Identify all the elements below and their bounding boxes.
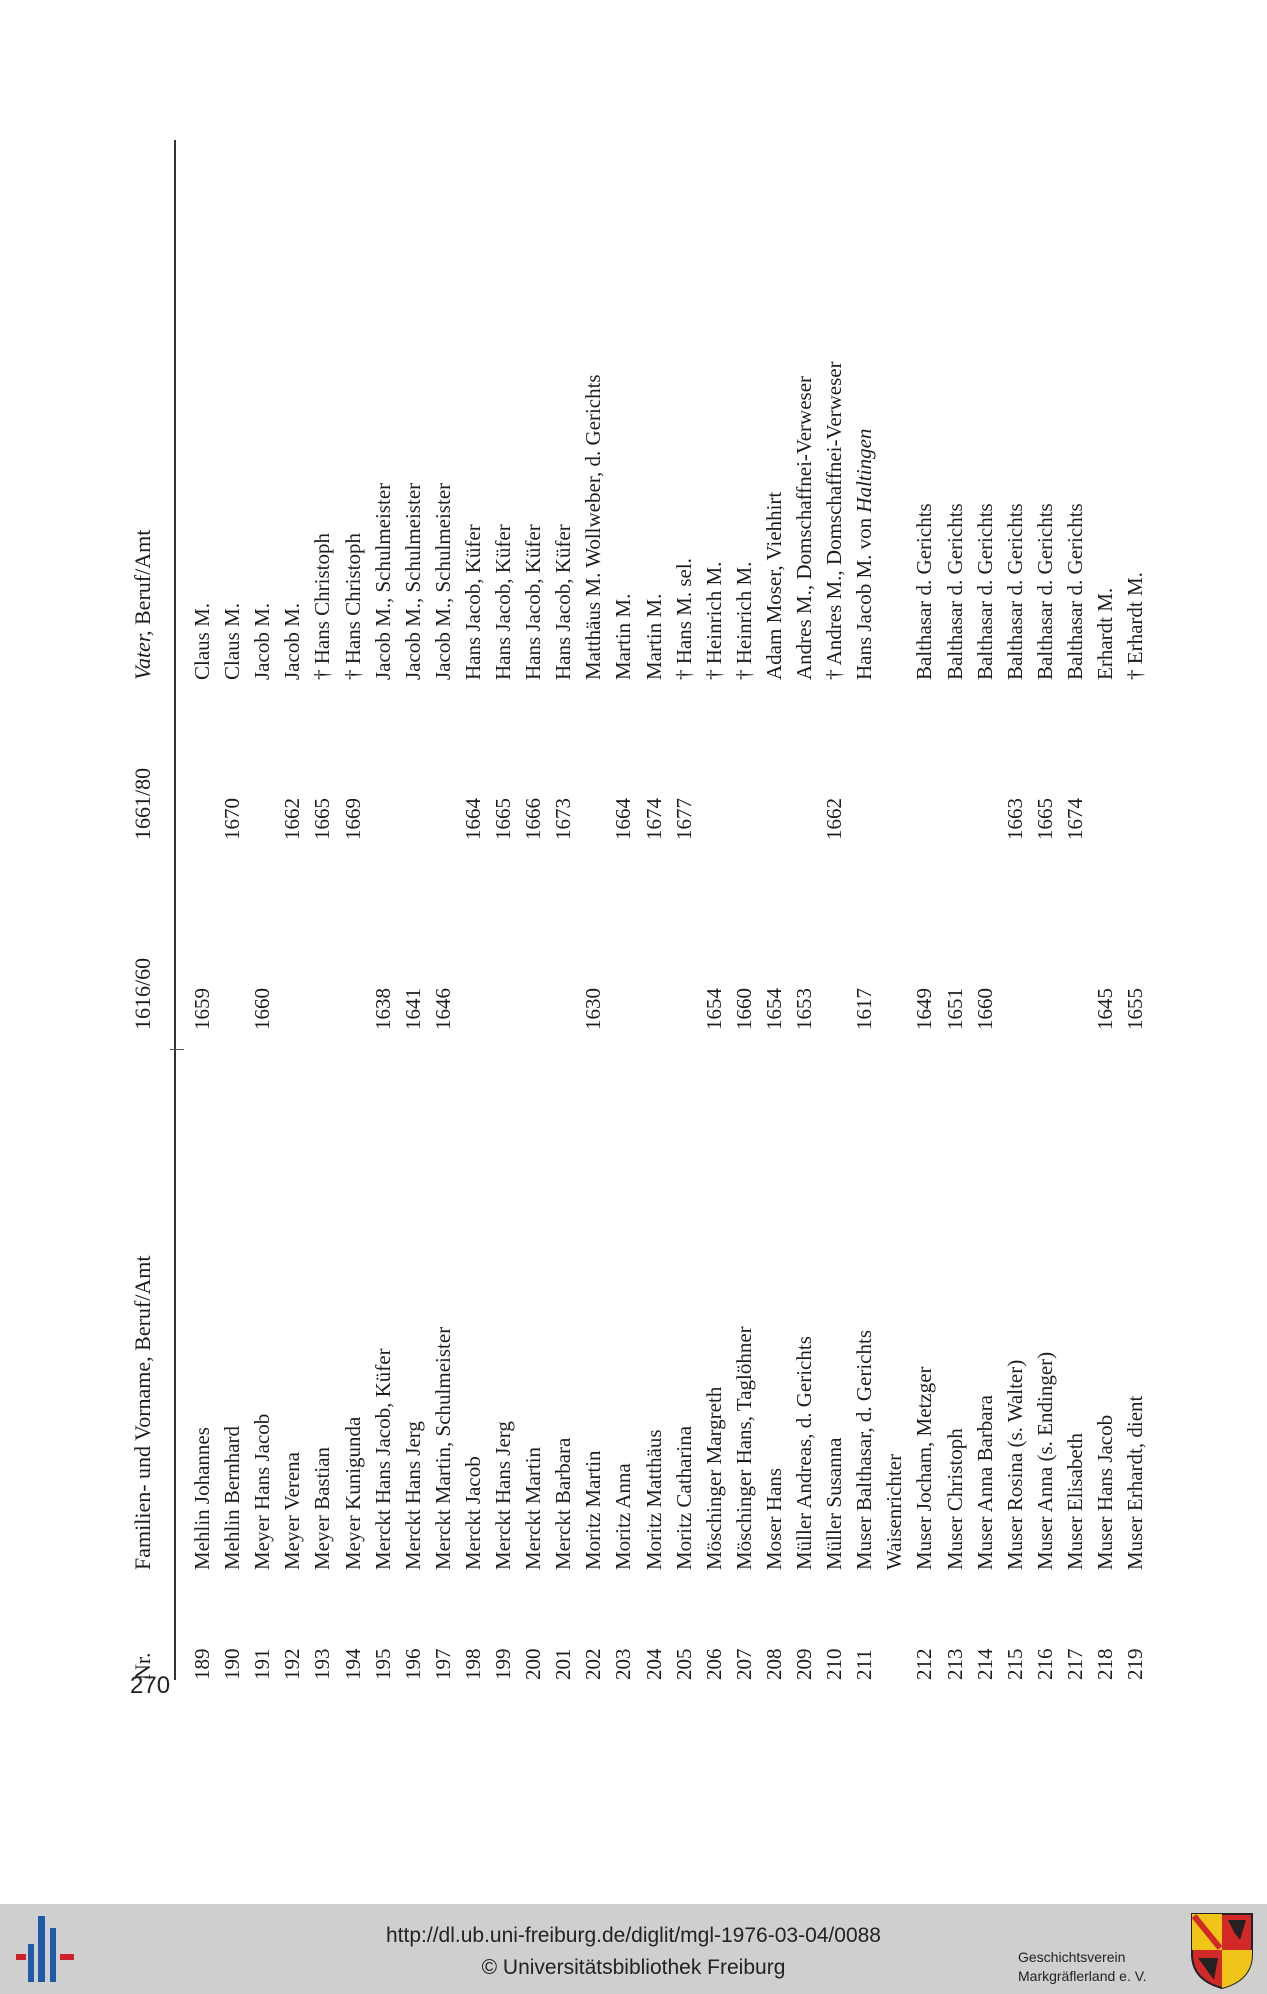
rotated-table	[130, 140, 1170, 1680]
row-number: 213	[942, 1648, 967, 1680]
row-name: Merckt Hans Jacob, Küfer	[370, 1348, 395, 1570]
row-vater: Balthasar d. Gerichts	[1062, 503, 1087, 680]
row-number: 216	[1032, 1648, 1057, 1680]
row-vater: Claus M.	[190, 602, 214, 680]
row-number: 196	[400, 1648, 425, 1680]
row-name: Merckt Jacob	[460, 1456, 485, 1570]
row-name: Muser Rosina (s. Walter)	[1002, 1359, 1027, 1570]
row-name: Möschinger Margreth	[701, 1386, 726, 1570]
row-name: Müller Andreas, d. Gerichts	[792, 1336, 816, 1570]
row-number: 199	[491, 1648, 515, 1680]
row-name-continuation: Waisenrichter	[882, 1453, 907, 1570]
row-vater: † Erhardt M.	[1123, 572, 1148, 680]
document-url-link[interactable]: http://dl.ub.uni-freiburg.de/diglit/mgl-1976-03-04/0088	[386, 1924, 881, 1947]
row-vater: Balthasar d. Gerichts	[1002, 503, 1027, 680]
row-year-1616-60: 1654	[761, 988, 786, 1030]
row-vater: † Hans Christoph	[310, 533, 335, 680]
row-vater: † Heinrich M.	[701, 561, 726, 680]
row-year-1616-60: 1660	[972, 988, 997, 1030]
row-vater: Andres M., Domschaffnei-Verweser	[792, 375, 816, 680]
row-vater: Martin M.	[611, 593, 636, 680]
row-name: Müller Susanna	[822, 1437, 847, 1570]
row-name: Mehlin Bernhard	[220, 1425, 245, 1570]
row-year-1661-80: 1670	[220, 798, 245, 840]
coat-of-arms-icon	[1188, 1910, 1256, 1990]
society-name	[1018, 1948, 1147, 1986]
row-number: 190	[220, 1648, 245, 1680]
row-year-1661-80: 1664	[460, 798, 485, 840]
row-vater: Jacob M.	[250, 603, 275, 680]
row-name: Merckt Martin	[521, 1446, 546, 1570]
society-name-line1: Geschichtsverein	[1018, 1949, 1126, 1965]
row-name: Muser Erhardt, dient	[1123, 1395, 1148, 1570]
row-year-1661-80: 1674	[641, 798, 666, 840]
footer-bar	[0, 1904, 1267, 1994]
row-number: 207	[731, 1648, 756, 1680]
column-tick-1	[170, 1049, 184, 1050]
row-number: 202	[581, 1648, 606, 1680]
row-number: 198	[460, 1648, 485, 1680]
header-nr: Nr.	[130, 1652, 155, 1680]
row-name: Meyer Hans Jacob	[250, 1413, 275, 1570]
row-vater: Balthasar d. Gerichts	[942, 503, 967, 680]
header-name: Familien- und Vorname, Beruf/Amt	[130, 1255, 155, 1570]
row-number: 217	[1062, 1648, 1087, 1680]
row-year-1616-60: 1641	[400, 988, 425, 1030]
row-name: Moritz Catharina	[671, 1425, 696, 1570]
row-name: Muser Christoph	[942, 1428, 967, 1570]
row-name: Meyer Kunigunda	[340, 1416, 365, 1570]
row-vater: Hans Jacob, Küfer	[491, 524, 515, 680]
row-year-1661-80: 1669	[340, 798, 365, 840]
row-number: 218	[1093, 1648, 1117, 1680]
row-vater: Jacob M., Schulmeister	[370, 482, 395, 680]
row-number: 194	[340, 1648, 365, 1680]
row-year-1616-60: 1638	[370, 988, 395, 1030]
row-vater: Jacob M., Schulmeister	[430, 482, 455, 680]
row-year-1661-80: 1664	[611, 798, 636, 840]
row-year-1616-60: 1655	[1123, 988, 1148, 1030]
row-year-1616-60: 1645	[1093, 988, 1117, 1030]
page-number: 270	[130, 1672, 171, 1699]
row-name: Merckt Barbara	[551, 1437, 576, 1570]
row-number: 215	[1002, 1648, 1027, 1680]
row-year-1616-60: 1660	[250, 988, 275, 1030]
row-vater: Jacob M., Schulmeister	[400, 482, 425, 680]
row-vater-place: Haltingen	[852, 428, 877, 513]
row-year-1616-60: 1654	[701, 988, 726, 1030]
row-number: 195	[370, 1648, 395, 1680]
row-number: 208	[761, 1648, 786, 1680]
row-number: 204	[641, 1648, 666, 1680]
society-name-line2: Markgräflerland e. V.	[1018, 1968, 1147, 1984]
row-vater: Hans Jacob, Küfer	[460, 524, 485, 680]
row-name: Muser Elisabeth	[1062, 1432, 1087, 1570]
row-vater: † Hans M. sel.	[671, 558, 696, 680]
row-name: Muser Balthasar, d. Gerichts	[852, 1329, 877, 1570]
row-name: Moritz Martin	[581, 1450, 606, 1570]
row-vater: Erhardt M.	[1093, 587, 1117, 680]
row-number: 191	[250, 1648, 275, 1680]
row-vater: Claus M.	[220, 602, 245, 680]
row-vater: Hans Jacob, Küfer	[551, 524, 576, 680]
row-name: Moser Hans	[761, 1467, 786, 1570]
row-name: Möschinger Hans, Taglöhner	[731, 1326, 756, 1570]
row-year-1616-60: 1653	[792, 988, 816, 1030]
row-name: Muser Jocham, Metzger	[912, 1366, 937, 1570]
row-name: Mehlin Johannes	[190, 1427, 214, 1570]
row-vater: Martin M.	[641, 593, 666, 680]
row-year-1661-80: 1665	[491, 798, 515, 840]
row-name: Moritz Anna	[611, 1463, 636, 1570]
row-vater: † Heinrich M.	[731, 561, 756, 680]
row-number: 212	[912, 1648, 937, 1680]
row-number: 206	[701, 1648, 726, 1680]
row-vater: Hans Jacob M. von Haltingen	[852, 428, 877, 680]
row-vater: Balthasar d. Gerichts	[1032, 503, 1057, 680]
row-year-1661-80: 1662	[822, 798, 847, 840]
row-name: Muser Anna Barbara	[972, 1395, 997, 1570]
row-number: 192	[280, 1648, 305, 1680]
row-vater: Adam Moser, Viehhirt	[761, 491, 786, 680]
row-name: Meyer Verena	[280, 1452, 305, 1570]
row-year-1616-60: 1659	[190, 988, 214, 1030]
header-1661-80: 1661/80	[130, 767, 155, 840]
row-year-1616-60: 1651	[942, 988, 967, 1030]
row-number: 193	[310, 1648, 335, 1680]
header-1616-60: 1616/60	[130, 957, 155, 1030]
row-vater: † Andres M., Domschaffnei-Verweser	[822, 361, 847, 680]
row-number: 200	[521, 1648, 546, 1680]
row-year-1616-60: 1630	[581, 988, 606, 1030]
row-number: 219	[1123, 1648, 1148, 1680]
row-vater: Matthäus M. Wollweber, d. Gerichts	[581, 374, 606, 680]
row-year-1616-60: 1660	[731, 988, 756, 1030]
row-number: 189	[190, 1648, 214, 1680]
row-year-1616-60: 1617	[852, 988, 877, 1030]
row-name: Merckt Hans Jerg	[491, 1421, 515, 1570]
row-name: Merckt Martin, Schulmeister	[430, 1326, 455, 1570]
row-number: 205	[671, 1648, 696, 1680]
row-name: Meyer Bastian	[310, 1446, 335, 1570]
row-year-1661-80: 1673	[551, 798, 576, 840]
row-name: Merckt Hans Jerg	[400, 1421, 425, 1570]
row-vater: Hans Jacob, Küfer	[521, 524, 546, 680]
row-year-1661-80: 1677	[671, 798, 696, 840]
row-name: Muser Anna (s. Endinger)	[1032, 1351, 1057, 1570]
row-vater: † Hans Christoph	[340, 533, 365, 680]
row-year-1661-80: 1666	[521, 798, 546, 840]
row-number: 209	[792, 1648, 816, 1680]
row-year-1661-80: 1662	[280, 798, 305, 840]
row-number: 201	[551, 1648, 576, 1680]
row-number: 210	[822, 1648, 847, 1680]
row-name: Muser Hans Jacob	[1093, 1414, 1117, 1570]
row-vater: Balthasar d. Gerichts	[972, 503, 997, 680]
row-year-1661-80: 1665	[310, 798, 335, 840]
row-year-1616-60: 1646	[430, 988, 455, 1030]
row-year-1661-80: 1665	[1032, 798, 1057, 840]
row-vater: Balthasar d. Gerichts	[912, 503, 937, 680]
row-number: 214	[972, 1648, 997, 1680]
row-vater: Jacob M.	[280, 603, 305, 680]
row-year-1616-60: 1649	[912, 988, 937, 1030]
copyright-text: © Universitätsbibliothek Freiburg	[481, 1956, 786, 1979]
row-year-1661-80: 1663	[1002, 798, 1027, 840]
row-number: 211	[852, 1649, 877, 1680]
header-vater: Vater, Beruf/Amt	[130, 529, 155, 680]
row-year-1661-80: 1674	[1062, 798, 1087, 840]
header-rule	[174, 140, 176, 1680]
row-number: 203	[611, 1648, 636, 1680]
row-name: Moritz Matthäus	[641, 1429, 666, 1570]
row-number: 197	[430, 1648, 455, 1680]
